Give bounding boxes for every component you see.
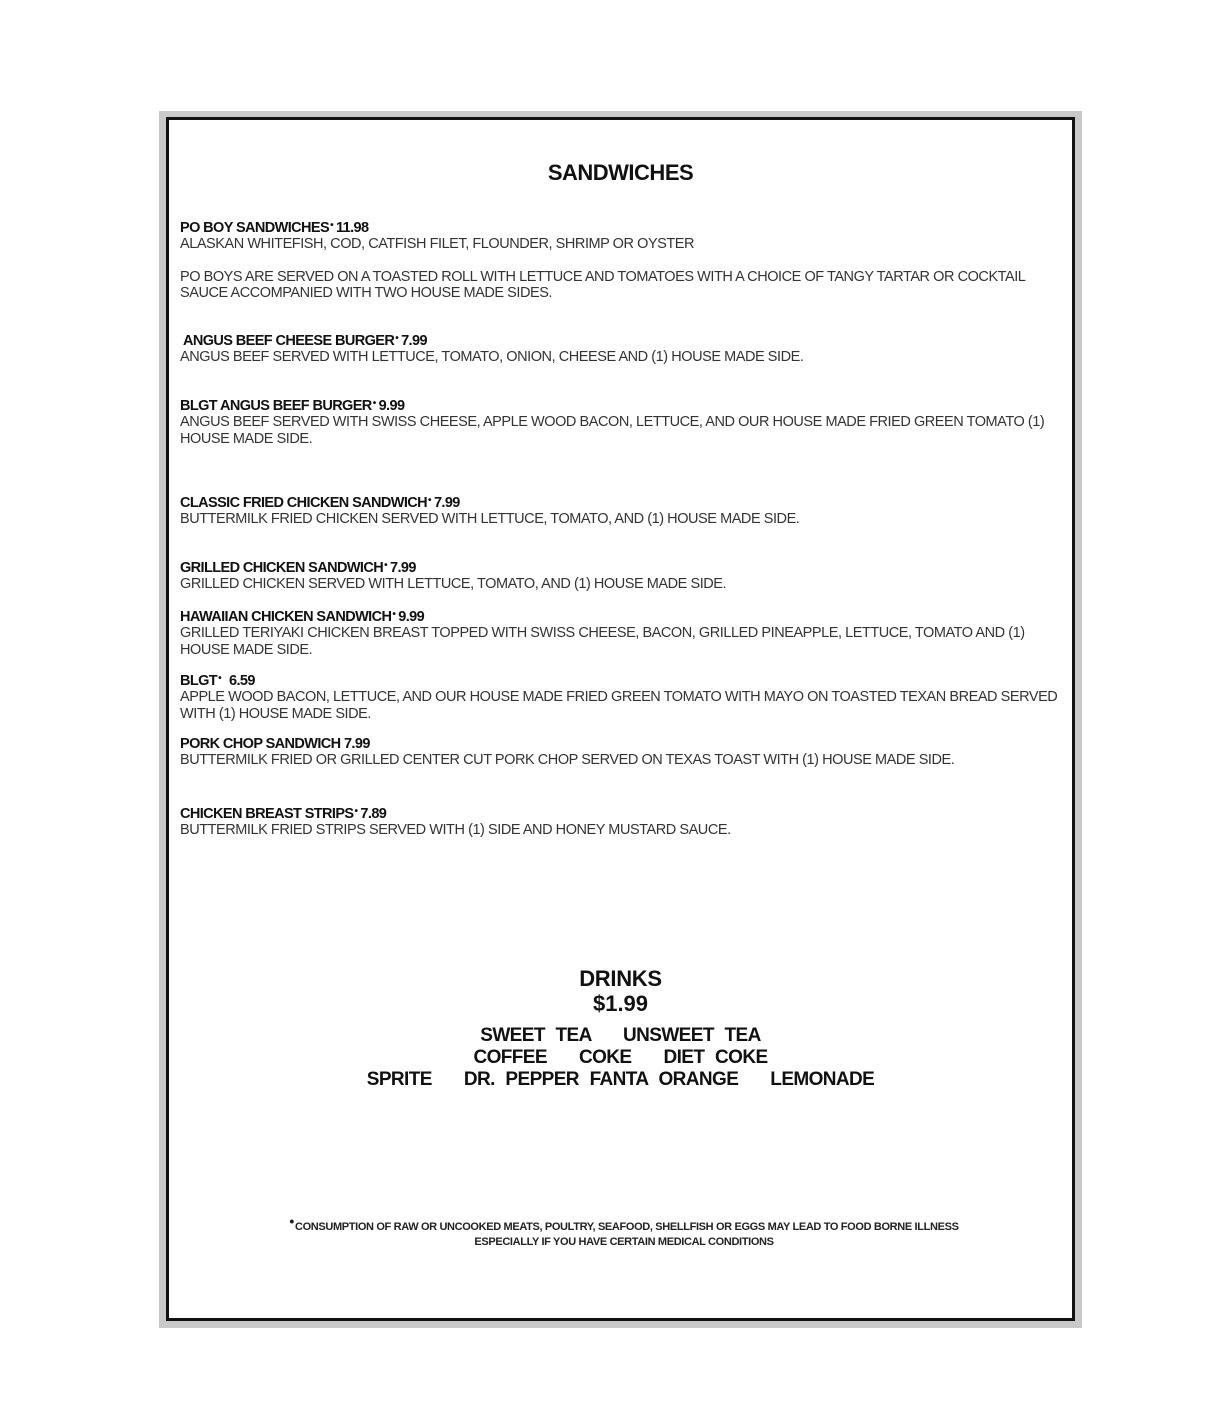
- menu-item-pork-chop: [180, 736, 1060, 769]
- menu-item-chicken-strips: [180, 804, 1060, 839]
- menu-item-angus-burger: [180, 331, 1063, 366]
- menu-item-price: 7.99: [433, 495, 460, 511]
- consumption-warning-line: [209, 1214, 1039, 1235]
- menu-item-heading: [180, 493, 1060, 511]
- menu-item-price: 9.99: [378, 398, 405, 414]
- raw-warning-marker: •: [330, 220, 333, 231]
- menu-item-name: PORK CHOP SANDWICH: [180, 736, 341, 752]
- menu-item-note: PO BOYS ARE SERVED ON A TOASTED ROLL WITH LETTUCE AND TOMATOES WITH A CHOICE OF TANGY TARTAR OR COCKTAIL SAUCE ACCOMPANIED WITH TWO HOUSE MADE SIDES.: [180, 268, 1025, 301]
- raw-warning-marker: •: [392, 609, 396, 620]
- menu-item-price: 7.99: [401, 333, 427, 349]
- menu-item-description: ANGUS BEEF SERVED WITH SWISS CHEESE, APPLE WOOD BACON, LETTUCE, AND OUR HOUSE MADE FRIED GREEN TOMATO (1) HOUSE MADE SIDE.: [180, 414, 1045, 447]
- menu-item-name: PO BOY SANDWICHES: [180, 220, 330, 236]
- section-title: SANDWICHES: [547, 160, 694, 185]
- menu-item-heading: [180, 736, 1060, 752]
- menu-item-heading: [180, 558, 1060, 576]
- consumption-warning-line: ESPECIALLY IF YOU HAVE CERTAIN MEDICAL CONDITIONS: [474, 1235, 774, 1248]
- menu-item-heading: [180, 396, 1060, 414]
- raw-warning-marker: •: [289, 1213, 294, 1229]
- menu-item-name: ANGUS BEEF CHEESE BURGER: [183, 333, 395, 349]
- menu-item-name: CHICKEN BREAST STRIPS: [180, 806, 354, 822]
- drinks-list-line: SWEET TEA UNSWEET TEA: [480, 1025, 761, 1046]
- menu-item-name: BLGT: [180, 673, 218, 689]
- raw-warning-marker: •: [395, 333, 399, 344]
- menu-item-fried-chicken: [180, 493, 1060, 528]
- menu-frame-border: [159, 111, 1082, 1328]
- menu-item-description: APPLE WOOD BACON, LETTUCE, AND OUR HOUSE MADE FRIED GREEN TOMATO WITH MAYO ON TOASTED TEXAN BREAD SERVED WITH (1) HOUSE MADE SIDE.: [180, 689, 1058, 722]
- menu-item-name: CLASSIC FRIED CHICKEN SANDWICH: [180, 495, 428, 511]
- drinks-section: [169, 966, 1072, 1091]
- menu-item-po-boy: [180, 218, 1060, 302]
- menu-item-price: 9.99: [398, 609, 425, 625]
- raw-warning-marker: •: [384, 560, 387, 571]
- menu-item-heading: [183, 331, 1063, 349]
- menu-item-grilled-chicken: [180, 558, 1060, 593]
- menu-item-blgt-burger: [180, 396, 1060, 447]
- menu-item-name: BLGT ANGUS BEEF BURGER: [180, 398, 372, 414]
- menu-item-price: 6.59: [228, 673, 255, 689]
- menu-item-heading: [180, 218, 1060, 236]
- menu-item-description: BUTTERMILK FRIED STRIPS SERVED WITH (1) SIDE AND HONEY MUSTARD SAUCE.: [180, 822, 731, 838]
- raw-warning-marker: •: [218, 673, 221, 684]
- raw-warning-marker: •: [372, 398, 376, 409]
- drinks-list-line: SPRITE DR. PEPPER FANTA ORANGE LEMONADE: [366, 1069, 875, 1090]
- menu-item-hawaiian-chicken: [180, 607, 1060, 658]
- drinks-list-line: COFFEE COKE DIET COKE: [473, 1047, 768, 1068]
- menu-item-heading: [180, 671, 1060, 689]
- drinks-title: DRINKS: [579, 966, 662, 991]
- menu-item-heading: [180, 607, 1060, 625]
- consumption-warning-text: CONSUMPTION OF RAW OR UNCOOKED MEATS, POULTRY, SEAFOOD, SHELLFISH OR EGGS MAY LEAD TO FOOD BORNE ILLNESS: [294, 1221, 959, 1233]
- raw-warning-marker: •: [354, 806, 358, 817]
- menu-item-price: 11.98: [335, 220, 369, 236]
- menu-item-price: 7.99: [343, 736, 370, 752]
- drinks-price: $1.99: [592, 991, 649, 1016]
- raw-warning-marker: •: [428, 495, 431, 506]
- menu-item-blgt: [180, 671, 1060, 722]
- consumption-warning: [209, 1214, 1039, 1249]
- menu-item-price: 7.99: [390, 560, 416, 576]
- menu-item-description: ANGUS BEEF SERVED WITH LETTUCE, TOMATO, ONION, CHEESE AND (1) HOUSE MADE SIDE.: [180, 349, 804, 365]
- menu-item-price: 7.89: [360, 806, 387, 822]
- menu-page: [166, 117, 1075, 1321]
- menu-item-name: GRILLED CHICKEN SANDWICH: [180, 560, 384, 576]
- menu-item-description: BUTTERMILK FRIED CHICKEN SERVED WITH LETTUCE, TOMATO, AND (1) HOUSE MADE SIDE.: [180, 511, 800, 527]
- menu-item-heading: [180, 804, 1060, 822]
- menu-item-description: BUTTERMILK FRIED OR GRILLED CENTER CUT PORK CHOP SERVED ON TEXAS TOAST WITH (1) HOUSE MADE SIDE.: [180, 752, 955, 768]
- menu-item-description: GRILLED TERIYAKI CHICKEN BREAST TOPPED WITH SWISS CHEESE, BACON, GRILLED PINEAPPLE, LETTUCE, TOMATO AND (1) HOUSE MADE SIDE.: [180, 625, 1025, 658]
- menu-item-name: HAWAIIAN CHICKEN SANDWICH: [180, 609, 392, 625]
- menu-item-description: ALASKAN WHITEFISH, COD, CATFISH FILET, FLOUNDER, SHRIMP OR OYSTER: [180, 236, 695, 252]
- menu-item-description: GRILLED CHICKEN SERVED WITH LETTUCE, TOMATO, AND (1) HOUSE MADE SIDE.: [180, 576, 727, 592]
